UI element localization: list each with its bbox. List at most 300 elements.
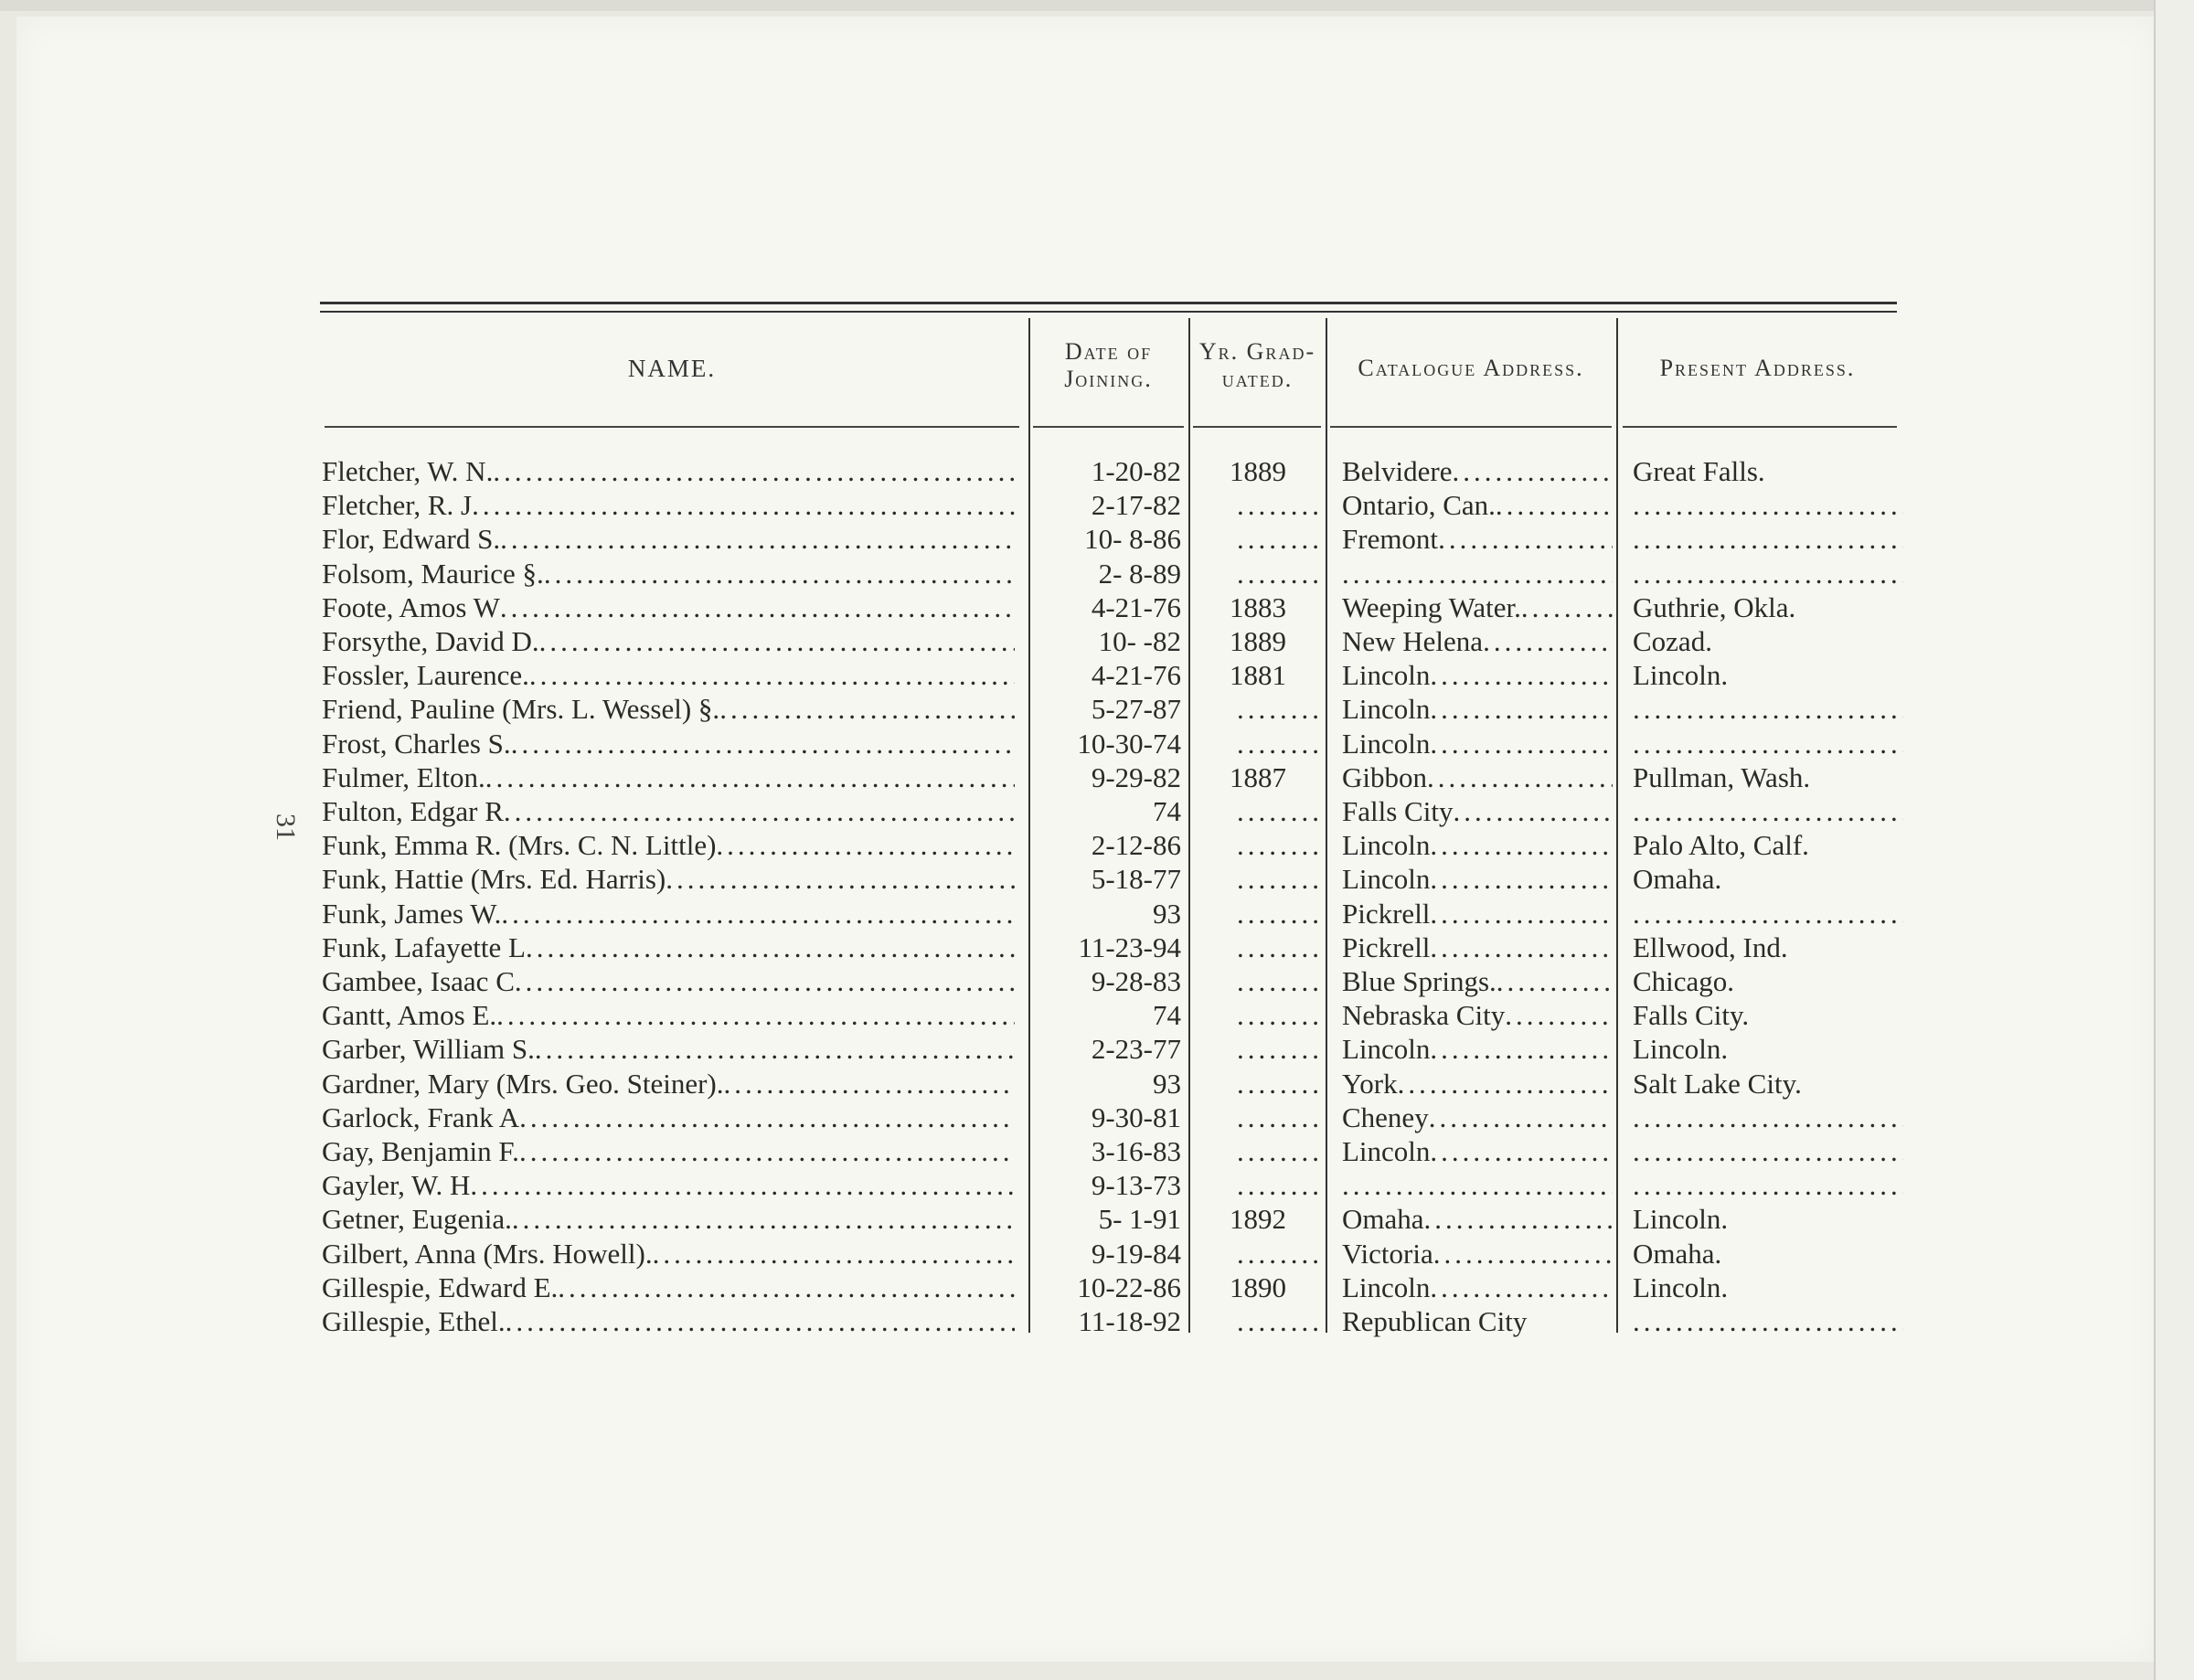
present-address-cell — [1633, 897, 1903, 930]
table-row — [320, 930, 1897, 964]
date-joining-cell: 3-16-83 — [1091, 1135, 1181, 1167]
name-leader-dots — [500, 590, 1015, 624]
present-leader-dots — [1633, 794, 1903, 828]
name-cell — [322, 488, 1017, 522]
name-leader-dots — [724, 1067, 1015, 1101]
table-row — [320, 1237, 1897, 1271]
catalogue-address-cell — [1342, 658, 1613, 692]
header-year-line2: uated. — [1221, 366, 1294, 392]
present-address-text: Ellwood, Ind. — [1633, 930, 1788, 963]
present-address-text: Guthrie, Okla. — [1633, 590, 1796, 623]
present-leader-dots — [1633, 522, 1903, 556]
catalogue-address-cell — [1342, 522, 1613, 556]
year-graduated-cell: 1887 — [1230, 760, 1286, 793]
catalogue-leader-dots — [1430, 1134, 1613, 1168]
date-joining-cell: 9-13-73 — [1091, 1169, 1181, 1202]
catalogue-address-text: Lincoln — [1342, 829, 1431, 862]
name-cell — [322, 522, 1017, 556]
present-address-cell — [1633, 1202, 1903, 1236]
name-cell — [322, 1101, 1017, 1134]
date-joining-cell: 11-23-94 — [1078, 930, 1181, 963]
date-joining-cell: 93 — [1153, 1067, 1181, 1100]
page-number: 31 — [271, 813, 301, 841]
name-text: Garber, William S. — [322, 1033, 535, 1066]
name-cell — [322, 760, 1017, 794]
name-text: Getner, Eugenia. — [322, 1203, 512, 1236]
name-leader-dots — [470, 1168, 1015, 1202]
header-present-address: Present Address. — [1659, 355, 1856, 381]
catalogue-address-text: New Helena — [1342, 625, 1484, 657]
table-row — [320, 1101, 1897, 1134]
catalogue-leader-dots — [1521, 590, 1613, 624]
name-leader-dots — [653, 1237, 1015, 1271]
catalogue-address-text: Blue Springs. — [1342, 965, 1496, 997]
name-text: Gillespie, Ethel. — [322, 1305, 506, 1337]
catalogue-leader-dots — [1342, 1168, 1613, 1202]
catalogue-address-cell — [1342, 1134, 1613, 1168]
present-address-cell — [1633, 488, 1903, 522]
name-leader-dots — [515, 964, 1015, 998]
catalogue-leader-dots — [1430, 862, 1613, 896]
catalogue-leader-dots — [1483, 624, 1613, 658]
name-leader-dots — [719, 692, 1015, 726]
catalogue-address-cell — [1342, 727, 1613, 760]
name-leader-dots — [500, 522, 1015, 556]
date-joining-cell: 2-17-82 — [1091, 489, 1181, 522]
year-graduated-dots: ........ — [1237, 829, 1323, 862]
present-address-text: Lincoln. — [1633, 659, 1729, 692]
catalogue-leader-dots — [1438, 522, 1613, 556]
catalogue-address-text: Fremont — [1342, 523, 1439, 556]
present-address-text: Omaha. — [1633, 863, 1722, 896]
present-address-cell — [1633, 1304, 1903, 1338]
catalogue-leader-dots — [1427, 760, 1613, 794]
table-row — [320, 658, 1897, 692]
name-cell — [322, 862, 1017, 896]
present-leader-dots — [1633, 488, 1903, 522]
name-text: Flor, Edward S. — [322, 523, 501, 556]
catalogue-leader-dots — [1430, 658, 1613, 692]
name-text: Funk, Lafayette L — [322, 930, 526, 963]
present-address-cell — [1633, 828, 1903, 862]
present-address-cell — [1633, 454, 1903, 488]
year-graduated-dots: ........ — [1237, 557, 1323, 590]
year-graduated-dots: ........ — [1237, 1237, 1323, 1270]
name-text: Fletcher, W. N. — [322, 455, 494, 487]
header-catalogue-address: Catalogue Address. — [1358, 355, 1584, 381]
year-graduated-cell: 1892 — [1230, 1203, 1286, 1236]
date-joining-cell: 9-19-84 — [1091, 1237, 1181, 1270]
catalogue-address-text: Gibbon — [1342, 760, 1427, 793]
year-graduated-dots: ........ — [1237, 1169, 1323, 1202]
table-row — [320, 862, 1897, 896]
catalogue-leader-dots — [1342, 557, 1613, 590]
catalogue-address-text: Lincoln — [1342, 659, 1431, 692]
name-text: Gardner, Mary (Mrs. Geo. Steiner). — [322, 1067, 724, 1100]
name-cell — [322, 624, 1017, 658]
year-graduated-dots: ........ — [1237, 1067, 1323, 1100]
year-graduated-dots: ........ — [1237, 1305, 1323, 1337]
catalogue-address-cell — [1342, 1032, 1613, 1066]
date-joining-cell: 5-27-87 — [1091, 693, 1181, 726]
catalogue-address-text: Belvidere — [1342, 455, 1453, 487]
date-joining-cell: 9-29-82 — [1091, 760, 1181, 793]
present-address-cell — [1633, 557, 1903, 590]
name-cell — [322, 964, 1017, 998]
header-rule-present — [1623, 426, 1897, 428]
date-joining-cell: 2-23-77 — [1091, 1033, 1181, 1066]
name-cell — [322, 658, 1017, 692]
catalogue-address-text: Lincoln — [1342, 863, 1431, 896]
date-joining-cell: 10- 8-86 — [1084, 523, 1181, 556]
catalogue-address-cell — [1342, 998, 1613, 1032]
name-cell — [322, 1134, 1017, 1168]
header-year-graduated — [1191, 338, 1324, 393]
catalogue-address-text: Pickrell — [1342, 930, 1431, 963]
year-graduated-cell: 1889 — [1230, 625, 1286, 657]
present-address-cell — [1633, 1134, 1903, 1168]
present-leader-dots — [1633, 1168, 1903, 1202]
catalogue-address-text: Weeping Water. — [1342, 590, 1521, 623]
name-cell — [322, 1304, 1017, 1338]
name-leader-dots — [666, 862, 1015, 896]
catalogue-leader-dots — [1496, 488, 1613, 522]
catalogue-leader-dots — [1433, 1237, 1613, 1271]
catalogue-leader-dots — [1453, 454, 1613, 488]
year-graduated-dots: ........ — [1237, 999, 1323, 1032]
present-address-cell — [1633, 1101, 1903, 1134]
name-cell — [322, 998, 1017, 1032]
name-cell — [322, 692, 1017, 726]
present-address-cell — [1633, 624, 1903, 658]
top-rule — [320, 302, 1897, 304]
table-row — [320, 1202, 1897, 1236]
year-graduated-dots: ........ — [1237, 727, 1323, 760]
present-leader-dots — [1633, 1101, 1903, 1134]
present-address-cell — [1633, 1168, 1903, 1202]
year-graduated-dots: ........ — [1237, 523, 1323, 556]
date-joining-cell: 10- -82 — [1098, 625, 1181, 657]
table-row — [320, 557, 1897, 590]
name-leader-dots — [506, 1304, 1015, 1338]
name-text: Gay, Benjamin F. — [322, 1135, 519, 1167]
table-row — [320, 760, 1897, 794]
catalogue-address-cell — [1342, 760, 1613, 794]
date-joining-cell: 93 — [1153, 897, 1181, 930]
present-address-text: Lincoln. — [1633, 1271, 1729, 1303]
present-address-cell — [1633, 1032, 1903, 1066]
present-leader-dots — [1633, 692, 1903, 726]
year-graduated-cell: 1883 — [1230, 590, 1286, 623]
name-cell — [322, 1032, 1017, 1066]
name-text: Garlock, Frank A — [322, 1101, 520, 1133]
header-name: NAME. — [627, 355, 717, 382]
year-graduated-dots: ........ — [1237, 965, 1323, 997]
header-year-line1: Yr. Grad- — [1198, 338, 1316, 365]
catalogue-address-cell — [1342, 692, 1613, 726]
catalogue-address-cell — [1342, 862, 1613, 896]
table-row — [320, 1271, 1897, 1304]
catalogue-leader-dots — [1505, 998, 1613, 1032]
name-text: Fossler, Laurence. — [322, 659, 529, 692]
catalogue-address-text: Falls City — [1342, 795, 1454, 827]
present-address-text: Salt Lake City. — [1633, 1067, 1802, 1100]
catalogue-address-cell — [1342, 1271, 1613, 1304]
present-leader-dots — [1633, 1304, 1903, 1338]
alumni-table — [320, 302, 1897, 1344]
name-text: Gilbert, Anna (Mrs. Howell). — [322, 1237, 653, 1270]
header-date-line2: Joining. — [1064, 366, 1153, 392]
catalogue-address-text: Lincoln — [1342, 727, 1431, 760]
name-leader-dots — [519, 1134, 1015, 1168]
catalogue-leader-dots — [1424, 1202, 1613, 1236]
catalogue-leader-dots — [1430, 828, 1613, 862]
catalogue-address-text: Republican City — [1342, 1305, 1528, 1337]
catalogue-address-text: Victoria — [1342, 1237, 1433, 1270]
present-address-cell — [1633, 794, 1903, 828]
year-graduated-dots: ........ — [1237, 795, 1323, 827]
present-address-cell — [1633, 1271, 1903, 1304]
name-text: Funk, James W. — [322, 897, 502, 930]
catalogue-address-text: Cheney — [1342, 1101, 1429, 1133]
name-leader-dots — [504, 794, 1015, 828]
catalogue-address-text: Ontario, Can. — [1342, 489, 1496, 522]
catalogue-address-cell — [1342, 488, 1613, 522]
name-leader-dots — [493, 454, 1015, 488]
year-graduated-dots: ........ — [1237, 1135, 1323, 1167]
present-address-text: Lincoln. — [1633, 1203, 1729, 1236]
name-text: Gantt, Amos E. — [322, 999, 497, 1032]
catalogue-address-cell — [1342, 1304, 1613, 1338]
present-address-cell — [1633, 964, 1903, 998]
catalogue-leader-dots — [1453, 794, 1613, 828]
name-text: Frost, Charles S. — [322, 727, 511, 760]
table-row — [320, 1134, 1897, 1168]
date-joining-cell: 74 — [1153, 999, 1181, 1032]
name-text: Gayler, W. H — [322, 1169, 471, 1202]
present-address-cell — [1633, 522, 1903, 556]
catalogue-address-cell — [1342, 624, 1613, 658]
catalogue-address-cell — [1342, 454, 1613, 488]
present-address-text: Cozad. — [1633, 625, 1712, 657]
year-graduated-cell: 1881 — [1230, 659, 1286, 692]
catalogue-leader-dots — [1430, 897, 1613, 930]
date-joining-cell: 5- 1-91 — [1098, 1203, 1181, 1236]
name-text: Funk, Emma R. (Mrs. C. N. Little) — [322, 829, 717, 862]
name-text: Folsom, Maurice §. — [322, 557, 544, 590]
catalogue-leader-dots — [1429, 1101, 1613, 1134]
date-joining-cell: 9-28-83 — [1091, 965, 1181, 997]
catalogue-address-text: Pickrell — [1342, 897, 1431, 930]
catalogue-address-text: Lincoln — [1342, 1033, 1431, 1066]
date-joining-cell: 10-30-74 — [1077, 727, 1181, 760]
table-row — [320, 1067, 1897, 1101]
name-leader-dots — [535, 1032, 1015, 1066]
table-row — [320, 794, 1897, 828]
catalogue-address-cell — [1342, 930, 1613, 964]
name-text: Fulton, Edgar R — [322, 795, 504, 827]
table-row — [320, 897, 1897, 930]
present-address-text: Pullman, Wash. — [1633, 760, 1811, 793]
present-address-cell — [1633, 1237, 1903, 1271]
present-address-text: Great Falls. — [1633, 455, 1765, 487]
catalogue-leader-dots — [1430, 930, 1613, 964]
name-leader-dots — [472, 488, 1015, 522]
year-graduated-cell: 1889 — [1230, 455, 1286, 487]
name-leader-dots — [519, 1101, 1015, 1134]
name-leader-dots — [511, 727, 1015, 760]
header-date-joining — [1033, 338, 1184, 393]
catalogue-address-text: Lincoln — [1342, 693, 1431, 726]
present-leader-dots — [1633, 1134, 1903, 1168]
catalogue-address-cell — [1342, 964, 1613, 998]
year-graduated-dots: ........ — [1237, 1101, 1323, 1133]
present-address-cell — [1633, 862, 1903, 896]
date-joining-cell: 1-20-82 — [1091, 455, 1181, 487]
name-leader-dots — [529, 658, 1015, 692]
year-graduated-dots: ........ — [1237, 930, 1323, 963]
table-row — [320, 454, 1897, 488]
present-address-text: Palo Alto, Calf. — [1633, 829, 1809, 862]
catalogue-leader-dots — [1430, 1271, 1613, 1304]
table-row — [320, 1304, 1897, 1338]
date-joining-cell: 2-12-86 — [1091, 829, 1181, 862]
catalogue-address-text: Nebraska City — [1342, 999, 1506, 1032]
header-rule-year — [1193, 426, 1321, 428]
catalogue-leader-dots — [1430, 727, 1613, 760]
catalogue-address-cell — [1342, 1101, 1613, 1134]
catalogue-address-cell — [1342, 1067, 1613, 1101]
catalogue-address-cell — [1342, 897, 1613, 930]
date-joining-cell: 10-22-86 — [1077, 1271, 1181, 1303]
catalogue-address-cell — [1342, 828, 1613, 862]
catalogue-address-cell — [1342, 1202, 1613, 1236]
table-row — [320, 998, 1897, 1032]
name-leader-dots — [512, 1202, 1015, 1236]
present-address-text: Chicago. — [1633, 965, 1735, 997]
name-text: Forsythe, David D. — [322, 625, 539, 657]
catalogue-address-text: Omaha — [1342, 1203, 1424, 1236]
present-address-text: Omaha. — [1633, 1237, 1722, 1270]
table-row — [320, 964, 1897, 998]
table-row — [320, 828, 1897, 862]
present-address-cell — [1633, 692, 1903, 726]
date-joining-cell: 74 — [1153, 795, 1181, 827]
table-row — [320, 1168, 1897, 1202]
table-row — [320, 624, 1897, 658]
table-row — [320, 692, 1897, 726]
catalogue-address-cell — [1342, 1237, 1613, 1271]
catalogue-address-cell — [1342, 590, 1613, 624]
present-address-cell — [1633, 658, 1903, 692]
name-cell — [322, 828, 1017, 862]
present-leader-dots — [1633, 897, 1903, 930]
header-rule-catalogue — [1330, 426, 1612, 428]
top-rule-thin — [320, 311, 1897, 313]
name-text: Fulmer, Elton. — [322, 760, 485, 793]
catalogue-leader-dots — [1398, 1067, 1613, 1101]
catalogue-address-cell — [1342, 1168, 1613, 1202]
catalogue-leader-dots — [1430, 692, 1613, 726]
present-address-cell — [1633, 998, 1903, 1032]
name-leader-dots — [496, 998, 1015, 1032]
name-cell — [322, 930, 1017, 964]
name-cell — [322, 794, 1017, 828]
name-leader-dots — [539, 624, 1015, 658]
table-row — [320, 522, 1897, 556]
name-cell — [322, 1237, 1017, 1271]
catalogue-leader-dots — [1430, 1032, 1613, 1066]
name-cell — [322, 557, 1017, 590]
catalogue-address-text: Lincoln — [1342, 1271, 1431, 1303]
name-cell — [322, 1168, 1017, 1202]
present-address-cell — [1633, 760, 1903, 794]
present-leader-dots — [1633, 557, 1903, 590]
name-leader-dots — [716, 828, 1015, 862]
date-joining-cell: 5-18-77 — [1091, 863, 1181, 896]
table-row — [320, 727, 1897, 760]
name-cell — [322, 590, 1017, 624]
header-date-line1: Date of — [1064, 338, 1153, 365]
name-text: Gillespie, Edward E. — [322, 1271, 559, 1303]
name-text: Gambee, Isaac C — [322, 965, 515, 997]
page-top-edge — [0, 0, 2194, 11]
name-cell — [322, 1271, 1017, 1304]
date-joining-cell: 4-21-76 — [1091, 659, 1181, 692]
present-address-cell — [1633, 930, 1903, 964]
year-graduated-dots: ........ — [1237, 897, 1323, 930]
catalogue-address-cell — [1342, 794, 1613, 828]
catalogue-address-text: Lincoln — [1342, 1135, 1431, 1167]
year-graduated-dots: ........ — [1237, 1033, 1323, 1066]
name-cell — [322, 454, 1017, 488]
catalogue-leader-dots — [1496, 964, 1613, 998]
page-right-edge — [2154, 0, 2194, 1680]
present-address-text: Lincoln. — [1633, 1033, 1729, 1066]
present-address-cell — [1633, 727, 1903, 760]
date-joining-cell: 11-18-92 — [1078, 1305, 1181, 1337]
name-text: Foote, Amos W — [322, 590, 500, 623]
table-row — [320, 590, 1897, 624]
name-text: Funk, Hattie (Mrs. Ed. Harris) — [322, 863, 666, 896]
year-graduated-cell: 1890 — [1230, 1271, 1286, 1303]
date-joining-cell: 2- 8-89 — [1098, 557, 1181, 590]
name-leader-dots — [526, 930, 1015, 964]
present-leader-dots — [1633, 727, 1903, 760]
year-graduated-dots: ........ — [1237, 489, 1323, 522]
present-address-cell — [1633, 1067, 1903, 1101]
name-leader-dots — [544, 557, 1015, 590]
present-address-text: Falls City. — [1633, 999, 1750, 1032]
name-leader-dots — [558, 1271, 1015, 1304]
name-cell — [322, 897, 1017, 930]
header-rule-name — [325, 426, 1019, 428]
present-address-cell — [1633, 590, 1903, 624]
header-rule-date — [1033, 426, 1184, 428]
year-graduated-dots: ........ — [1237, 863, 1323, 896]
name-cell — [322, 1067, 1017, 1101]
table-row — [320, 488, 1897, 522]
table-row — [320, 1032, 1897, 1066]
catalogue-address-cell — [1342, 557, 1613, 590]
name-leader-dots — [485, 760, 1015, 794]
year-graduated-dots: ........ — [1237, 693, 1323, 726]
name-cell — [322, 727, 1017, 760]
name-leader-dots — [501, 897, 1015, 930]
date-joining-cell: 9-30-81 — [1091, 1101, 1181, 1133]
name-text: Friend, Pauline (Mrs. L. Wessel) §. — [322, 693, 720, 726]
name-cell — [322, 1202, 1017, 1236]
